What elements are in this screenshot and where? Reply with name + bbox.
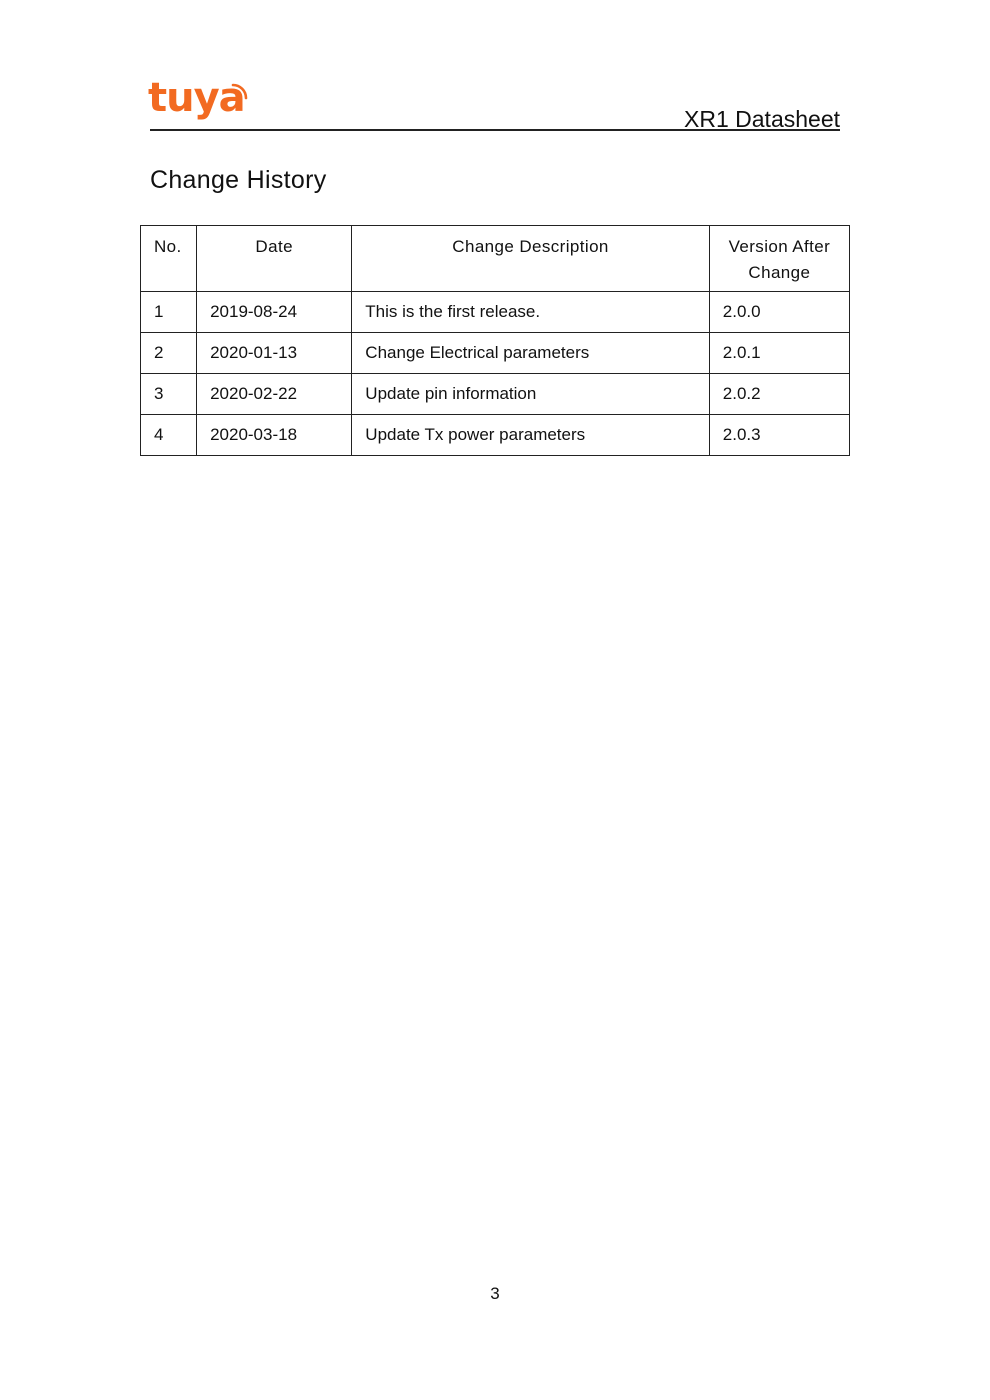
table-row	[141, 292, 850, 333]
cell-description: Change Electrical parameters	[352, 333, 710, 374]
header-divider	[150, 129, 840, 131]
header-no: No.	[141, 226, 197, 292]
cell-version: 2.0.2	[709, 374, 849, 415]
cell-no: 1	[141, 292, 197, 333]
header-description: Change Description	[352, 226, 710, 292]
cell-description: This is the first release.	[352, 292, 710, 333]
cell-description: Update Tx power parameters	[352, 415, 710, 456]
page-number: 3	[490, 1284, 500, 1303]
header-version: Version After Change	[709, 226, 849, 292]
cell-no: 2	[141, 333, 197, 374]
table-header-row	[141, 226, 850, 292]
signal-wave-icon	[230, 82, 250, 102]
cell-date: 2020-03-18	[197, 415, 352, 456]
table-row	[141, 415, 850, 456]
cell-date: 2019-08-24	[197, 292, 352, 333]
header-date: Date	[197, 226, 352, 292]
cell-description: Update pin information	[352, 374, 710, 415]
cell-date: 2020-01-13	[197, 333, 352, 374]
cell-version: 2.0.3	[709, 415, 849, 456]
logo-wordmark: tuya	[148, 75, 245, 121]
document-title: XR1 Datasheet	[684, 106, 840, 132]
table-row	[141, 374, 850, 415]
change-history-table	[140, 225, 850, 456]
cell-date: 2020-02-22	[197, 374, 352, 415]
cell-version: 2.0.1	[709, 333, 849, 374]
table-row	[141, 333, 850, 374]
cell-version: 2.0.0	[709, 292, 849, 333]
cell-no: 3	[141, 374, 197, 415]
tuya-logo	[148, 75, 252, 130]
section-title: Change History	[150, 166, 327, 194]
cell-no: 4	[141, 415, 197, 456]
